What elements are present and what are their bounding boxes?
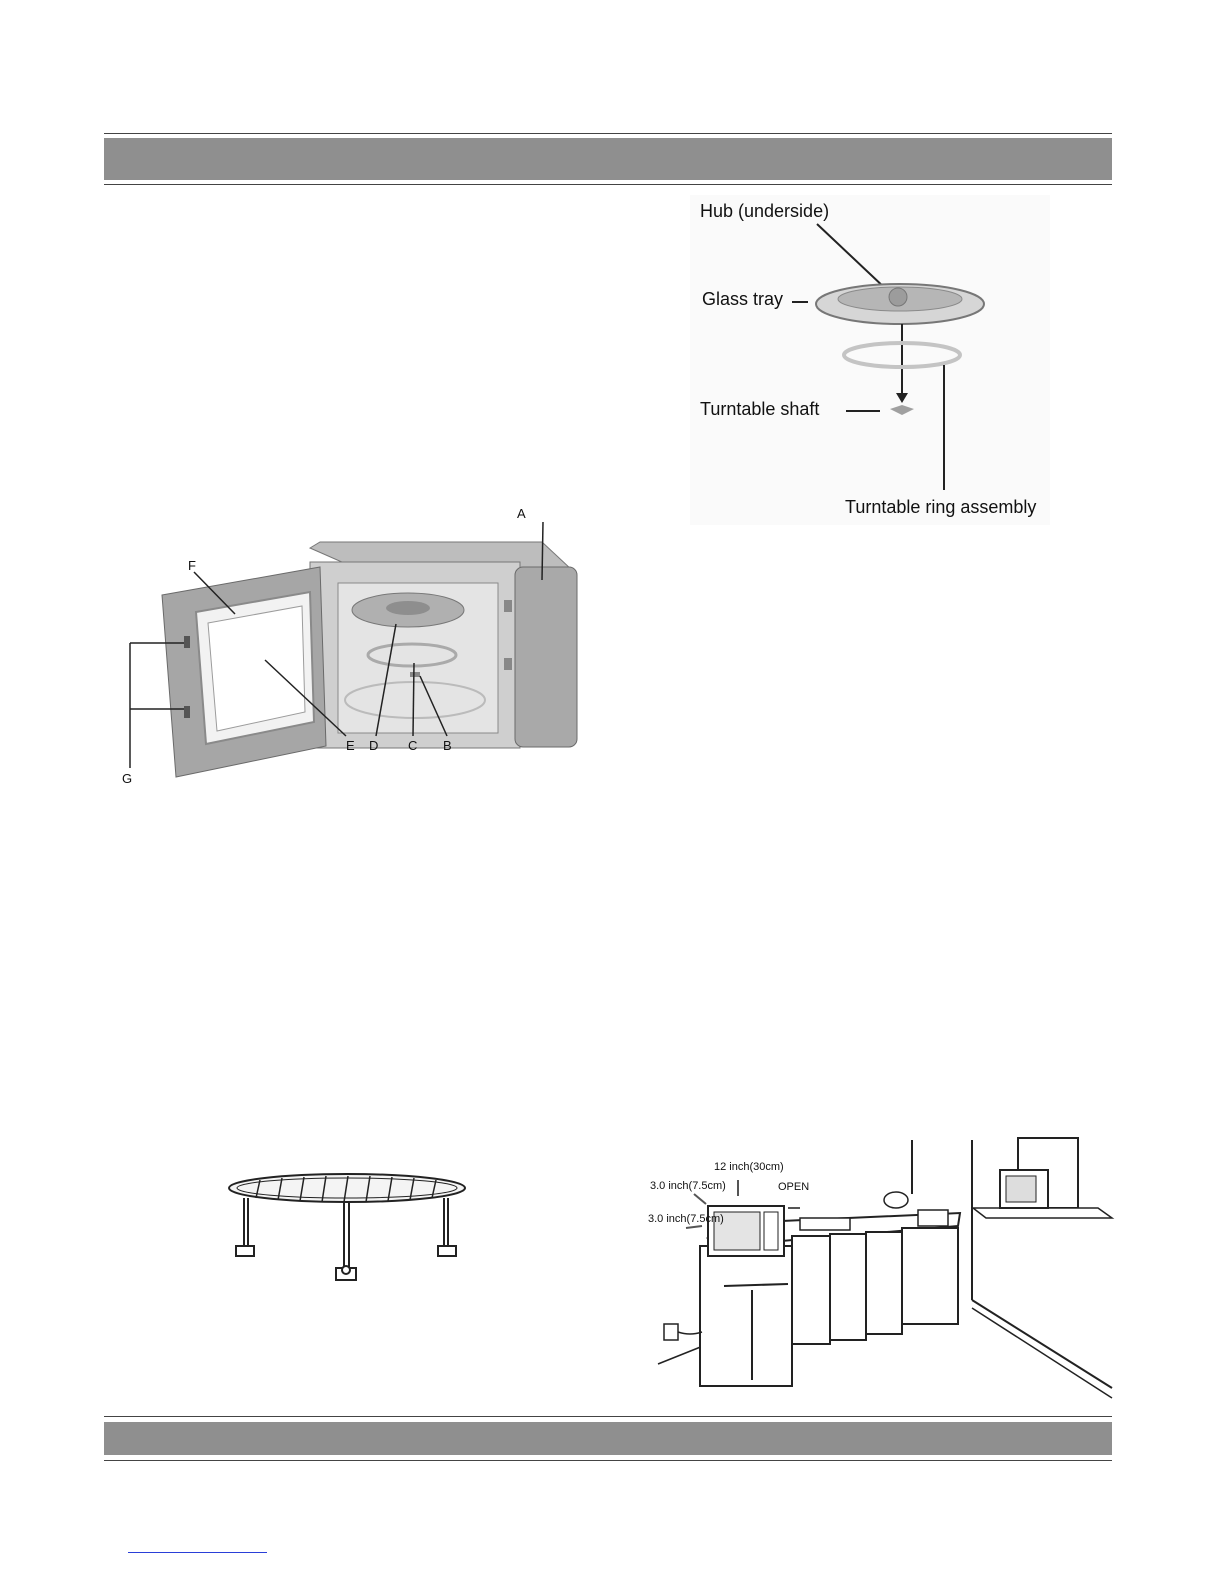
door-window — [208, 606, 305, 731]
top-clearance-label: 12 inch(30cm) — [714, 1161, 784, 1173]
glass-tray-label: Glass tray — [702, 289, 784, 309]
part-label-c: C — [408, 738, 418, 753]
side-clearance-lower-label: 3.0 inch(7.5cm) — [648, 1213, 724, 1225]
door-latch-lower — [184, 706, 190, 718]
hub-label: Hub (underside) — [700, 201, 830, 221]
stove — [918, 1210, 948, 1226]
turntable-assembly-figure — [690, 195, 1050, 525]
side-clearance-arrow-lower — [686, 1226, 702, 1228]
turntable-shaft — [890, 405, 914, 415]
part-label-b: B — [443, 738, 452, 753]
door-latch-upper — [184, 636, 190, 648]
part-label-a: A — [517, 506, 526, 521]
part-label-g: G — [122, 771, 133, 786]
oven-parts-figure — [110, 500, 590, 790]
footer-link-underline[interactable] — [128, 1552, 267, 1553]
pot — [884, 1192, 908, 1208]
rack-figure — [200, 1140, 495, 1300]
shaft-label: Turntable shaft — [700, 399, 820, 419]
wall-outlet — [664, 1324, 678, 1340]
control-panel — [515, 567, 577, 747]
header-band — [104, 133, 1112, 185]
part-label-d: D — [369, 738, 379, 753]
part-label-f: F — [188, 558, 196, 573]
side-clearance-upper-label: 3.0 inch(7.5cm) — [650, 1180, 726, 1192]
open-label: OPEN — [778, 1181, 810, 1193]
hub — [889, 288, 907, 306]
sink — [800, 1218, 850, 1230]
part-label-e: E — [346, 738, 355, 753]
side-clearance-arrow-upper — [694, 1194, 706, 1204]
installation-clearance-figure — [628, 1118, 1112, 1400]
ring-label: Turntable ring assembly — [845, 497, 1037, 517]
footer-band — [104, 1416, 1112, 1461]
hub-leader-line — [817, 224, 887, 290]
rack-legs — [236, 1198, 456, 1280]
